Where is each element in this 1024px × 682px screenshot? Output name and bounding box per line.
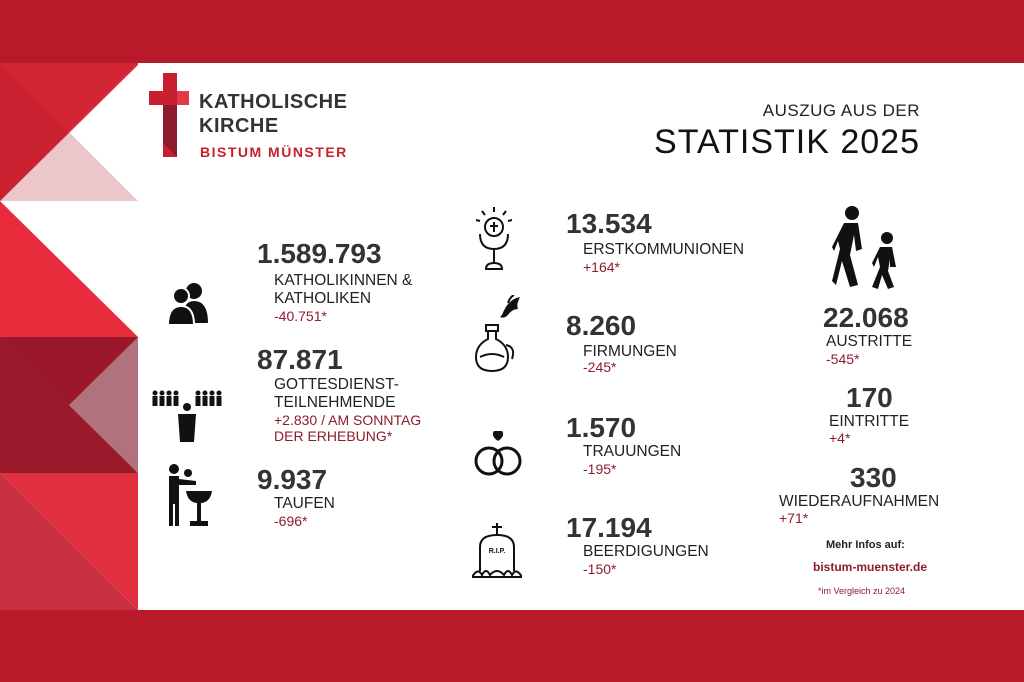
wiederaufnahmen-value: 330 (850, 462, 897, 493)
austritte-value: 22.068 (823, 302, 909, 333)
dove-oil-icon (472, 295, 524, 375)
gottesdienst-change1: +2.830 / AM SONNTAG (274, 412, 422, 428)
erstkommunionen-label: ERSTKOMMUNIONEN (583, 241, 745, 258)
beerdigungen-change: -150* (583, 561, 617, 577)
firmungen-value: 8.260 (566, 310, 637, 341)
austritte-label: AUSTRITTE (826, 333, 913, 350)
taufen-change: -696* (274, 513, 308, 529)
trauungen-value: 1.570 (566, 412, 637, 443)
baptism-icon (166, 463, 214, 527)
firmungen-change: -245* (583, 359, 617, 375)
rip-text: R.I.P. (488, 548, 506, 555)
eintritte-label: EINTRITTE (829, 413, 910, 430)
decorative-triangles (0, 63, 138, 610)
trauungen-change: -195* (583, 461, 617, 477)
taufen-value: 9.937 (257, 464, 328, 495)
comparison-note: *im Vergleich zu 2024 (818, 586, 906, 596)
brand-line1: KATHOLISCHE (199, 91, 348, 113)
katholiken-label1: KATHOLIKINNEN & (274, 272, 413, 289)
header-title: STATISTIK 2025 (654, 123, 920, 161)
katholiken-change: -40.751* (274, 308, 327, 324)
chalice-icon (474, 207, 514, 273)
people-icon (166, 281, 210, 325)
eintritte-value: 170 (846, 382, 893, 413)
more-info-label: Mehr Infos auf: (826, 539, 905, 551)
gottesdienst-label1: GOTTESDIENST- (274, 376, 399, 393)
erstkommunionen-value: 13.534 (566, 208, 652, 239)
brand-line2: KIRCHE (199, 115, 279, 137)
austritte-change: -545* (826, 351, 860, 367)
gottesdienst-change2: DER ERHEBUNG* (274, 428, 393, 444)
cross-logo-icon (149, 73, 189, 157)
taufen-label: TAUFEN (274, 495, 335, 512)
wiederaufnahmen-label: WIEDERAUFNAHMEN (779, 493, 940, 510)
beerdigungen-value: 17.194 (566, 512, 652, 543)
firmungen-label: FIRMUNGEN (583, 343, 677, 360)
gottesdienst-label2: TEILNEHMENDE (274, 394, 396, 411)
walking-people-icon (832, 205, 904, 289)
congregation-icon (150, 390, 224, 442)
trauungen-label: TRAUUNGEN (583, 443, 682, 460)
wiederaufnahmen-change: +71* (779, 510, 809, 526)
gottesdienst-value: 87.871 (257, 344, 343, 375)
katholiken-label2: KATHOLIKEN (274, 290, 372, 307)
website-link[interactable]: bistum-muenster.de (813, 560, 928, 574)
content-card (0, 63, 1024, 610)
brand-line3: BISTUM MÜNSTER (200, 144, 348, 160)
erstkommunionen-change: +164* (583, 259, 620, 275)
eintritte-change: +4* (829, 430, 851, 446)
gravestone-icon (472, 523, 522, 579)
header-subtitle: AUSZUG AUS DER (762, 101, 920, 120)
rings-icon (472, 431, 524, 479)
katholiken-value: 1.589.793 (257, 238, 382, 269)
beerdigungen-label: BEERDIGUNGEN (583, 543, 709, 560)
